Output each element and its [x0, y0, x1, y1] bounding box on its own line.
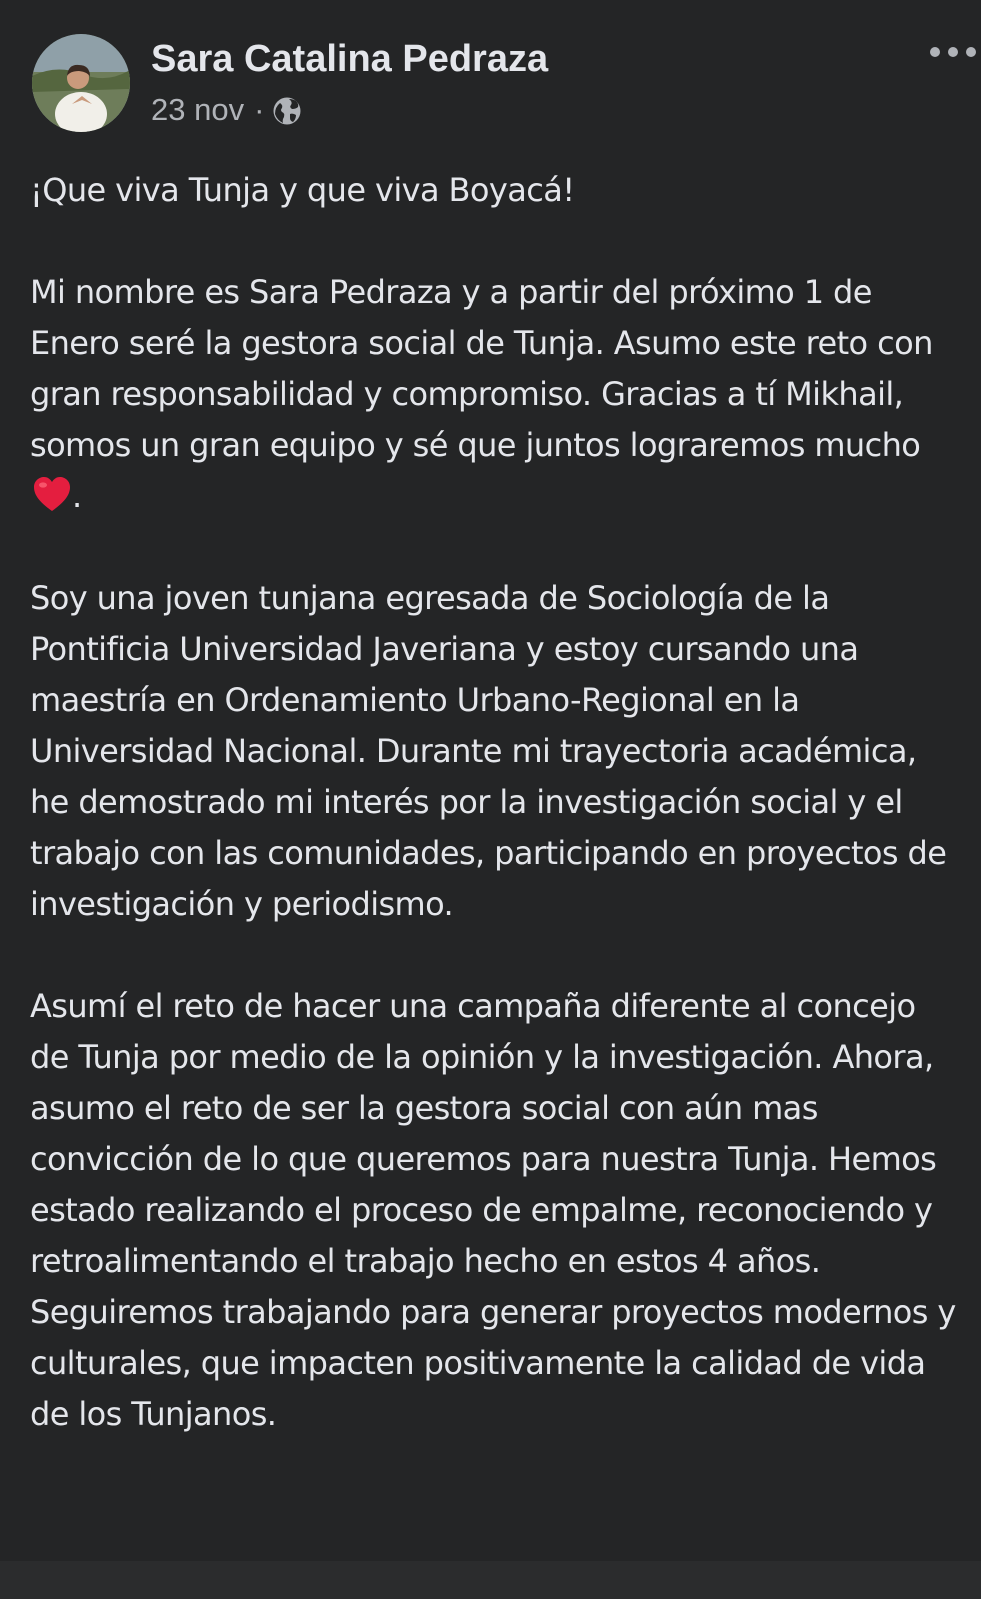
post-date[interactable]: 23 nov: [151, 92, 245, 127]
post-text: .: [72, 477, 82, 515]
post-header: [32, 34, 962, 134]
meta-separator: ·: [254, 92, 265, 127]
heart-emoji-icon: [32, 475, 72, 513]
post-meta: [151, 90, 302, 130]
author-avatar[interactable]: [32, 34, 130, 132]
post-paragraph: Soy una joven tunjana egresada de Sociología de la Pontificia Universidad Javeriana y estoy cursando una maestría en Ordenamiento Urbano-Regional en la Universidad Nacional. Durante mi trayectoria académica, he demostrado mi interés por la investigación social y el trabajo con las comunidades, participando en proyectos de investigación y periodismo.: [30, 579, 947, 923]
post-text: Mi nombre es Sara Pedraza y a partir del próximo 1 de Enero seré la gestora social de Tunja. Asumo este reto con gran responsabilidad y compromiso. Gracias a tí Mikhail, somos un gran equipo y sé que juntos lograremos mucho: [30, 273, 933, 464]
globe-icon: [272, 96, 302, 126]
author-name[interactable]: Sara Catalina Pedraza: [151, 38, 549, 80]
more-horizontal-icon[interactable]: [930, 42, 976, 62]
post-paragraph: Asumí el reto de hacer una campaña diferente al concejo de Tunja por medio de la opinión y la investigación. Ahora, asumo el reto de ser la gestora social con aún mas convicción de lo que queremos para nuestra Tunja. Hemos estado realizando el proceso de empalme, reconociendo y retroalimentando el trabajo hecho en estos 4 años. Seguiremos trabajando para generar proyectos modernos y culturales, que impacten positivamente la calidad de vida de los Tunjanos.: [30, 987, 956, 1433]
more-dot: [966, 47, 976, 57]
post-paragraph: ¡Que viva Tunja y que viva Boyacá!: [30, 171, 575, 209]
more-dot: [948, 47, 958, 57]
post-body: [30, 165, 960, 1491]
post-paragraph: [30, 267, 960, 522]
bottom-edge: [0, 1561, 981, 1599]
avatar-photo: [32, 34, 130, 132]
more-dot: [930, 47, 940, 57]
